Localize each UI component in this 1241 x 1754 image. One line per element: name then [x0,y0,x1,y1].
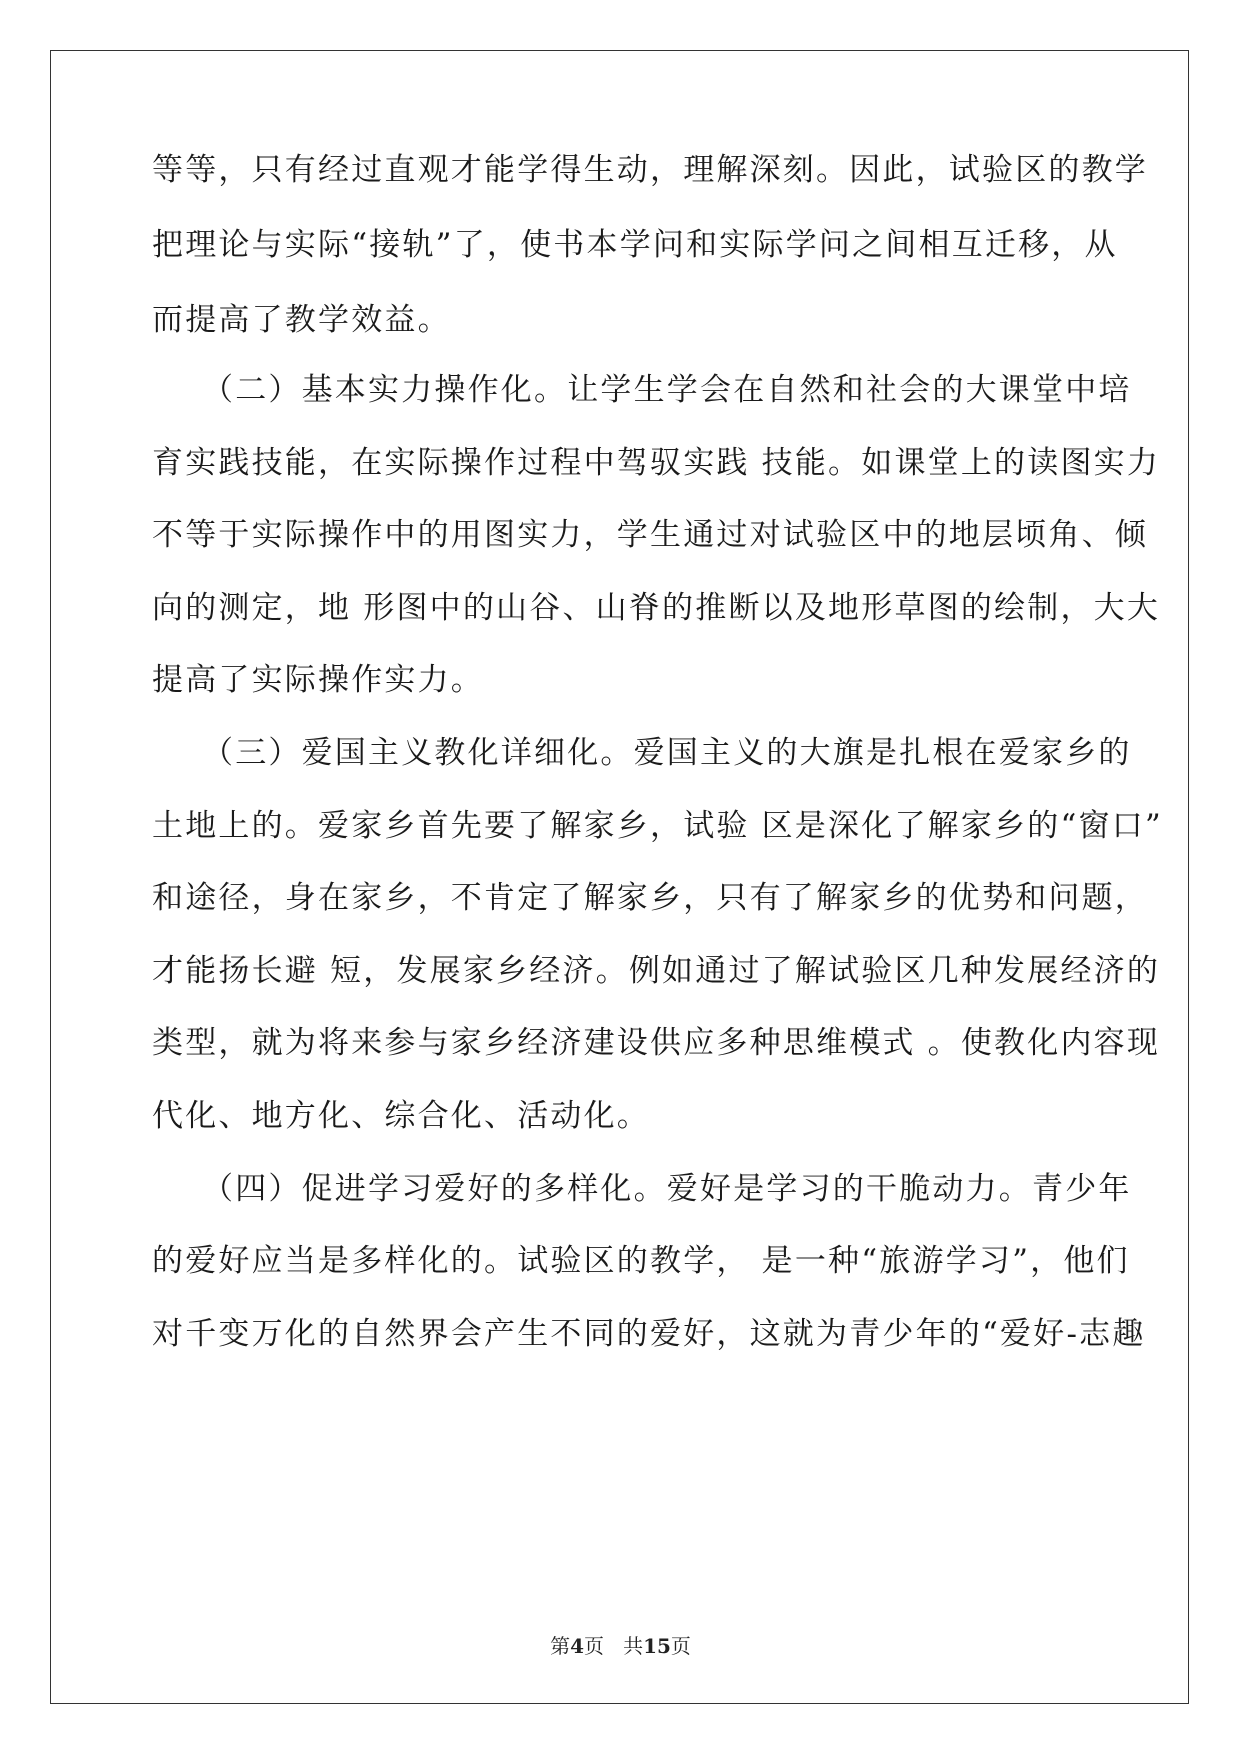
body-text-line: 对千变万化的自然界会产生不同的爱好，这就为青少年的“爱好-志趣 [152,1316,1146,1352]
footer-total-suffix: 页 [670,1634,691,1658]
body-text-line: 类型，就为将来参与家乡经济建设供应多种思维模式 。使教化内容现 [152,1025,1161,1061]
body-text-line: 的爱好应当是多样化的。试验区的教学， 是一种“旅游学习”，他们 [152,1243,1130,1279]
body-text-line: 代化、地方化、综合化、活动化。 [152,1098,650,1134]
body-text-line: 把理论与实际“接轨”了，使书本学问和实际学问之间相互迁移，从 [152,227,1118,263]
paragraph-heading-line: （三）爱国主义教化详细化。爱国主义的大旗是扎根在爱家乡的 [202,735,1132,771]
paragraph-heading-line: （二）基本实力操作化。让学生学会在自然和社会的大课堂中培 [202,372,1132,408]
current-page-number: 4 [570,1634,584,1658]
body-text-line: 而提高了教学效益。 [152,302,451,338]
footer-prefix: 第 [550,1634,571,1658]
paragraph-heading-line: （四）促进学习爱好的多样化。爱好是学习的干脆动力。青少年 [202,1171,1132,1207]
body-text-line: 不等于实际操作中的用图实力，学生通过对试验区中的地层顷角、倾 [152,517,1148,553]
footer-page-suffix: 页 [584,1634,604,1658]
footer-total-prefix: 共 [623,1634,644,1658]
page-border [50,50,1189,1704]
page-footer [0,1633,1241,1659]
body-text-line: 土地上的。爱家乡首先要了解家乡，试验 区是深化了解家乡的“窗口” [152,808,1163,844]
body-text-line: 向的测定，地 形图中的山谷、山脊的推断以及地形草图的绘制，大大 [152,590,1161,626]
body-text-line: 提高了实际操作实力。 [152,662,484,698]
total-page-number: 15 [643,1634,671,1658]
body-text-line: 等等，只有经过直观才能学得生动，理解深刻。因此，试验区的教学 [152,152,1148,188]
body-text-line: 和途径，身在家乡，不肯定了解家乡，只有了解家乡的优势和问题， [152,880,1148,916]
body-text-line: 育实践技能，在实际操作过程中驾驭实践 技能。如课堂上的读图实力 [152,445,1161,481]
body-text-line: 才能扬长避 短，发展家乡经济。例如通过了解试验区几种发展经济的 [152,953,1161,989]
